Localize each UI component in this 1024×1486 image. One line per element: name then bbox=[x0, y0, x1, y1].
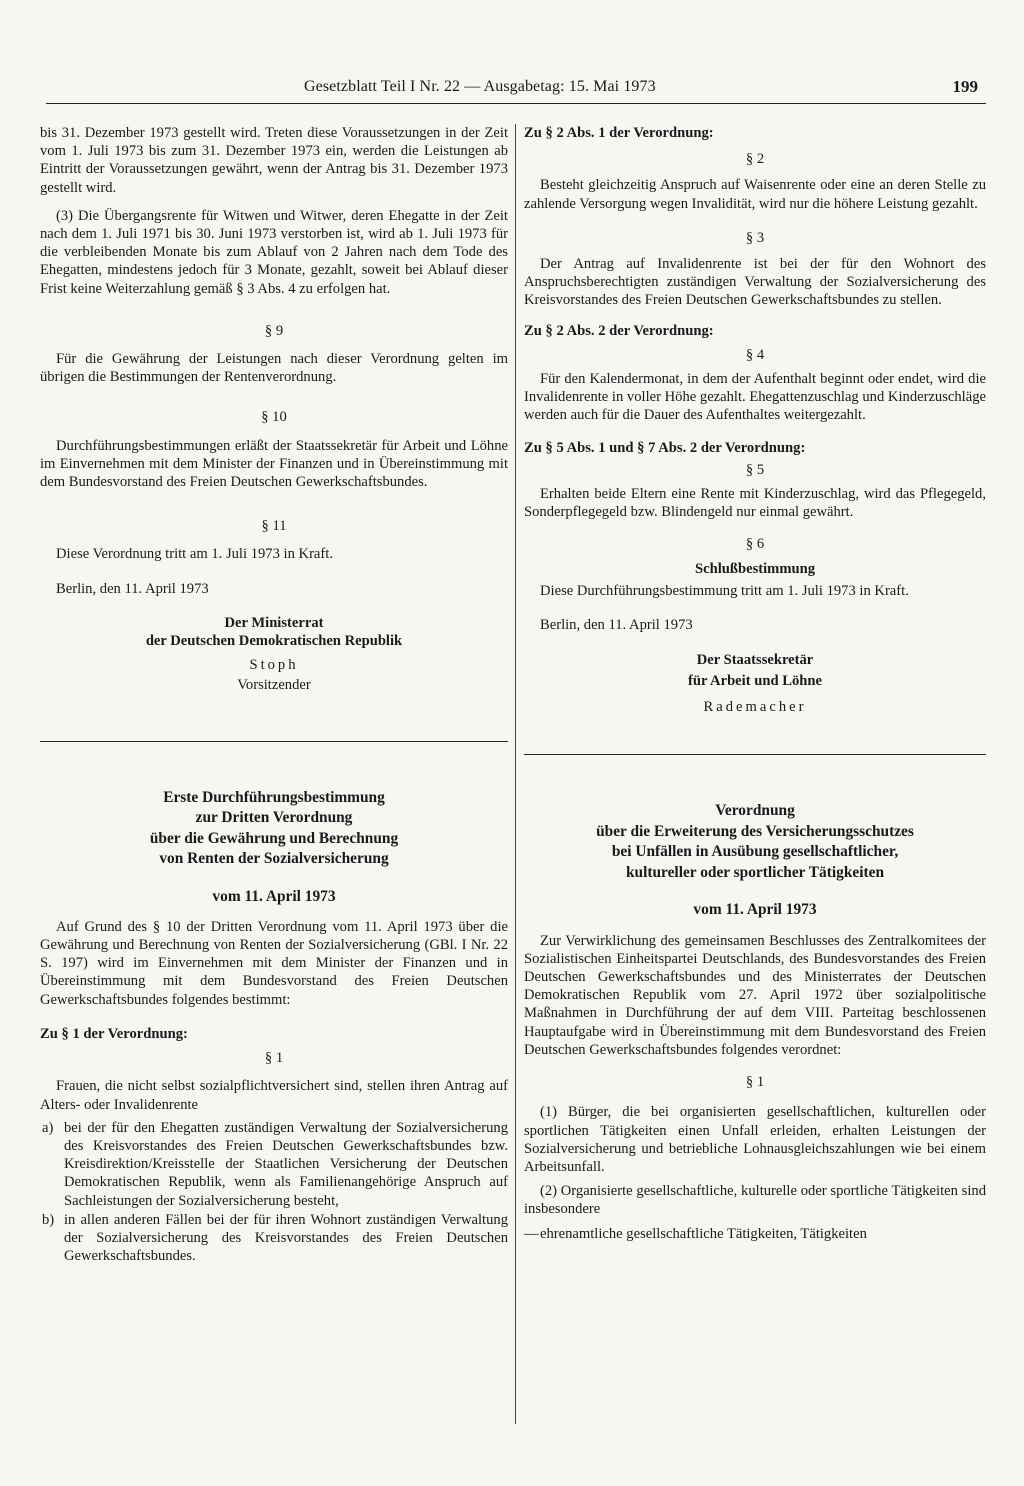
list-item-a bbox=[40, 1119, 508, 1210]
article-1-heading: § 1 bbox=[264, 1050, 284, 1067]
header-title: Gesetzblatt Teil I Nr. 22 — Ausgabetag: 15. Mai 1973 bbox=[304, 78, 656, 95]
article-5-text: Erhalten beide Eltern eine Rente mit Kinderzuschlag, wird das Pflegegeld, Sonderpflegegeld bzw. Blindengeld nur einmal gewährt. bbox=[524, 486, 986, 521]
verordnung-article-1-para-2: (2) Organisierte gesellschaftliche, kulturelle oder sportliche Tätigkeiten sind insbesondere bbox=[524, 1183, 986, 1218]
left-column bbox=[40, 124, 508, 1265]
doc3-title-line-1: Verordnung bbox=[715, 802, 795, 820]
list-text-b: in allen anderen Fällen bei der für ihren Wohnort zuständigen Verwaltung der Sozialversicherung des Kreisvorstandes des Freien Deutschen Gewerkschaftsbundes. bbox=[64, 1211, 508, 1265]
signature-organization-right bbox=[524, 650, 986, 692]
doc-title-line-1: Erste Durchführungsbestimmung bbox=[163, 788, 385, 806]
list-text-a: bei der für den Ehegatten zuständigen Verwaltung der Sozialversicherung des Kreisvorstandes des Freien Deutschen Gewerkschaftsbundes bzw. Kreisdirektion/Kreisstelle der Staatlichen Versicherung der Deutschen Demokratischen Republik, wenn als Familienangehörige Anspruch auf Sachleistungen der Sozialversicherung besteht, bbox=[64, 1119, 508, 1209]
dash-text: ehrenamtliche gesellschaftliche Tätigkeiten, Tätigkeiten bbox=[540, 1225, 867, 1242]
signature-organization bbox=[40, 614, 508, 650]
article-2-heading: § 2 bbox=[745, 151, 765, 168]
document-separator-right bbox=[524, 754, 986, 755]
right-column bbox=[524, 124, 986, 1243]
doc3-title-line-4: kultureller oder sportlicher Tätigkeiten bbox=[625, 863, 885, 881]
page-header bbox=[46, 78, 986, 102]
page-number: 199 bbox=[952, 77, 978, 96]
signature-name-right: Rademacher bbox=[703, 699, 807, 716]
list-label-b: b) bbox=[42, 1211, 55, 1228]
doc-title-line-4: von Renten der Sozialversicherung bbox=[159, 850, 389, 868]
article-6-text: Diese Durchführungsbestimmung tritt am 1. Juli 1973 in Kraft. bbox=[540, 582, 909, 599]
verordnung-article-1-para-1: (1) Bürger, die bei organisierten gesellschaftlichen, kulturellen oder sportlichen Tätigkeiten einen Unfall erleiden, erhalten Leistungen der Sozialversicherung und betriebliche Lohnausgleichszahlungen wie bei einem Arbeitsunfall. bbox=[524, 1104, 986, 1175]
article-6-heading: § 6 bbox=[745, 536, 765, 553]
zu-section-1-heading: Zu § 1 der Verordnung: bbox=[40, 1025, 188, 1042]
article-3-heading: § 3 bbox=[745, 229, 765, 246]
section-10-text: Durchführungsbestimmungen erläßt der Staatssekretär für Arbeit und Löhne im Einvernehmen mit dem Minister der Finanzen und in Übereinstimmung mit dem Bundesvorstand des Freien Deutschen Gewerkschaftsbundes. bbox=[40, 437, 508, 491]
header-rule bbox=[46, 103, 986, 104]
article-4-text: Für den Kalendermonat, in dem der Aufenthalt beginnt oder endet, wird die Invalidenrente in voller Höhe gezahlt. Ehegattenzuschlag und Kinderzuschläge werden auch für die Dauer des Aufenthaltes weitergezahlt. bbox=[524, 371, 986, 424]
place-date-right: Berlin, den 11. April 1973 bbox=[540, 617, 693, 634]
doc3-title-line-2: über die Erweiterung des Versicherungsschutzes bbox=[596, 822, 914, 840]
article-4-heading: § 4 bbox=[745, 346, 765, 363]
signature-org-right-line2: für Arbeit und Löhne bbox=[688, 673, 822, 690]
list-label-a: a) bbox=[42, 1119, 54, 1136]
paragraph-3: (3) Die Übergangsrente für Witwen und Witwer, deren Ehegatte in der Zeit nach dem 1. Juli 1971 bis 30. Juni 1973 verstorben ist, wird ab 1. Juli 1973 für die verbleibenden Monate bis zum Ablauf von 2 Jahren nach dem Tode des Ehegatten, mindestens jedoch für 3 Monate, gezahlt, soweit bei Ablauf dieser Frist keine Weiterzahlung gemäß § 3 Abs. 4 zu erfolgen hat. bbox=[40, 207, 508, 297]
zu-section-2-1-heading: Zu § 2 Abs. 1 der Verordnung: bbox=[524, 125, 714, 141]
document-preamble: Auf Grund des § 10 der Dritten Verordnung vom 11. April 1973 über die Gewährung und Berechnung von Renten der Sozialversicherung (GBl. I Nr. 22 S. 197) wird im Einvernehmen mit dem Minister der Finanzen und in Übereinstimmung mit dem Bundesvorstand des Freien Deutschen Gewerkschaftsbundes folgendes bestimmt: bbox=[40, 918, 508, 1008]
section-10-heading: § 10 bbox=[261, 409, 287, 426]
signature-title: Vorsitzender bbox=[237, 677, 311, 694]
section-9-text: Für die Gewährung der Leistungen nach dieser Verordnung gelten im übrigen die Bestimmungen der Rentenverordnung. bbox=[40, 351, 508, 386]
doc3-title-line-3: bei Unfällen in Ausübung gesellschaftlicher, bbox=[611, 843, 899, 861]
article-1-text: Frauen, die nicht selbst sozialpflichtversichert sind, stellen ihren Antrag auf Alters- oder Invalidenrente bbox=[40, 1078, 508, 1113]
document-preamble-right: Zur Verwirklichung des gemeinsamen Beschlusses des Zentralkomitees der Sozialistischen Einheitspartei Deutschlands, des Bundesvorstandes des Freien Deutschen Gewerkschaftsbundes und des Ministerrates der Deutschen Demokratischen Republik vom 27. April 1972 über sozialpolitische Maßnahmen in Durchführung der auf dem VIII. Parteitag beschlossenen Hauptaufgabe wird in Übereinstimmung mit dem Bundesvorstand des Freien Deutschen Gewerkschaftsbundes folgendes verordnet: bbox=[524, 932, 986, 1058]
doc-title-line-2: zur Dritten Verordnung bbox=[195, 809, 353, 827]
section-11-text: Diese Verordnung tritt am 1. Juli 1973 in Kraft. bbox=[56, 546, 333, 563]
signature-org-right-line1: Der Staatssekretär bbox=[696, 652, 814, 669]
document-title bbox=[40, 788, 508, 870]
document-title-right bbox=[524, 801, 986, 883]
zu-section-2-2-heading: Zu § 2 Abs. 2 der Verordnung: bbox=[524, 322, 714, 339]
document-date-right: vom 11. April 1973 bbox=[693, 901, 817, 919]
zu-section-5-heading: Zu § 5 Abs. 1 und § 7 Abs. 2 der Verordnung: bbox=[524, 439, 806, 456]
doc-title-line-3: über die Gewährung und Berechnung bbox=[149, 829, 399, 847]
verordnung-article-1-heading: § 1 bbox=[745, 1074, 765, 1091]
continued-paragraph: bis 31. Dezember 1973 gestellt wird. Treten diese Voraussetzungen in der Zeit vom 1. Juli 1973 bis zum 31. Dezember 1973 ein, werden die Leistungen ab Eintritt der Voraussetzungen gewährt, wenn der Antrag bis 31. Dezember 1973 gestellt wird. bbox=[40, 125, 508, 196]
column-divider bbox=[515, 124, 516, 1424]
article-2-text: Besteht gleichzeitig Anspruch auf Waisenrente oder eine an deren Stelle zu zahlende Versorgung wegen Invalidität, wird nur die höhere Leistung gezahlt. bbox=[524, 177, 986, 212]
article-5-heading: § 5 bbox=[745, 461, 765, 478]
list-item-b bbox=[40, 1211, 508, 1266]
article-6-subheading: Schlußbestimmung bbox=[694, 560, 816, 577]
signature-org-line1: Der Ministerrat bbox=[224, 614, 324, 631]
article-3-text: Der Antrag auf Invalidenrente ist bei der für den Wohnort des Anspruchsberechtigten zuständigen Verwaltung der Sozialversicherung des Kreisvorstandes des Freien Deutschen Gewerkschaftsbundes zu stellen. bbox=[524, 256, 986, 309]
document-separator bbox=[40, 741, 508, 742]
section-11-heading: § 11 bbox=[261, 518, 287, 535]
section-9-heading: § 9 bbox=[264, 322, 284, 339]
signature-org-line2: der Deutschen Demokratischen Republik bbox=[145, 633, 403, 650]
document-date: vom 11. April 1973 bbox=[212, 887, 336, 905]
dash-label: — bbox=[524, 1225, 539, 1242]
place-date: Berlin, den 11. April 1973 bbox=[56, 580, 209, 597]
signature-name: Stoph bbox=[249, 657, 299, 674]
list-item-dash bbox=[524, 1225, 986, 1243]
